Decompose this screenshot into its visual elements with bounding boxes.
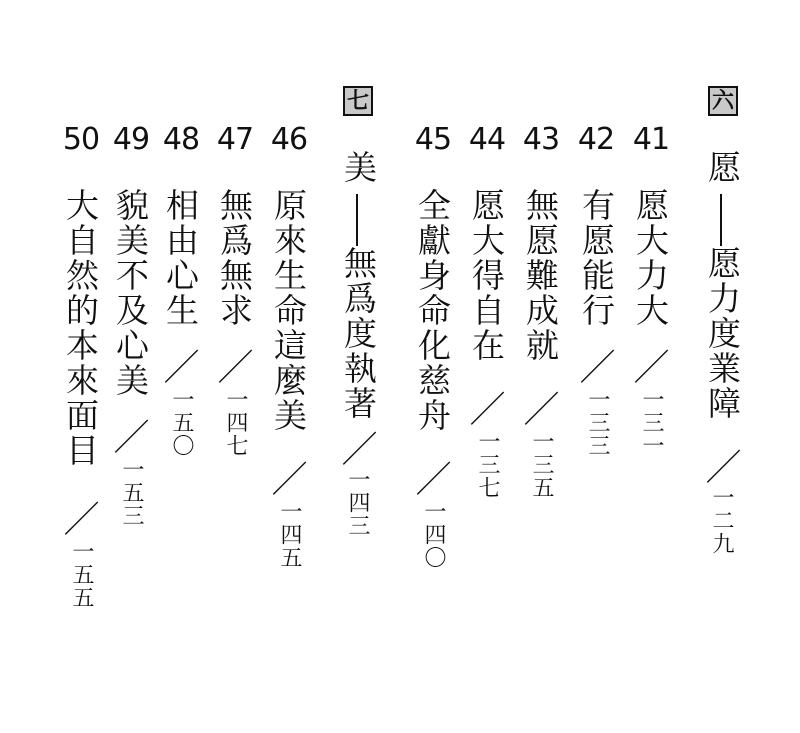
entry-separator: ／ (58, 500, 99, 536)
entry-page: 一五〇 (169, 388, 194, 457)
section-page-six: 一二九 (709, 486, 734, 555)
entry-number: 42 (577, 122, 615, 157)
section-title-six: 愿力度業障 (703, 246, 742, 421)
entry-title: 愿大力大 (631, 188, 670, 328)
entry-title: 全獻身命化慈舟 (413, 188, 452, 433)
section-head-seven: 美 (339, 150, 378, 185)
entry-number: 49 (112, 122, 150, 157)
entry-separator: ／ (518, 390, 559, 426)
entry-title: 大自然的本來面目 (61, 188, 100, 468)
entry-page: 一三五 (529, 430, 554, 499)
entry-title: 無愿難成就 (521, 188, 560, 363)
entry-number: 41 (632, 122, 670, 157)
entry-number: 47 (216, 122, 254, 157)
entry-page: 一四〇 (421, 500, 446, 569)
entry-page: 一三七 (475, 430, 500, 499)
entry-separator: ／ (266, 460, 307, 496)
section-title-seven: 無爲度執著 (339, 246, 378, 421)
entry-number: 44 (468, 122, 506, 157)
entry-number: 46 (270, 122, 308, 157)
entry-page: 一四五 (277, 500, 302, 569)
entry-title: 愿大得自在 (467, 188, 506, 363)
entry-number: 43 (522, 122, 560, 157)
entry-separator: ／ (464, 390, 505, 426)
section-dash-seven (356, 194, 358, 246)
section-marker-six: 六 (708, 86, 738, 116)
entry-separator: ／ (410, 460, 451, 496)
entry-title: 貌美不及心美 (111, 188, 150, 398)
entry-title: 有愿能行 (577, 188, 616, 328)
section-head-six: 愿 (703, 150, 742, 185)
entry-title: 無爲無求 (215, 188, 254, 328)
entry-page: 一四七 (223, 388, 248, 457)
section-page-seven: 一四三 (345, 468, 370, 537)
entry-page: 一三三 (585, 388, 610, 457)
section-dash-six (720, 194, 722, 246)
section-marker-seven: 七 (343, 86, 373, 116)
entry-page: 一三一 (639, 388, 664, 457)
entry-page: 一五五 (69, 540, 94, 609)
entry-number: 48 (162, 122, 200, 157)
entry-separator: ／ (574, 348, 615, 384)
separator-six: ／ (700, 448, 741, 484)
entry-title: 原來生命這麼美 (269, 188, 308, 433)
entry-page: 一五三 (119, 458, 144, 527)
entry-separator: ／ (158, 348, 199, 384)
entry-title: 相由心生 (161, 188, 200, 328)
separator-seven: ／ (336, 430, 377, 466)
entry-separator: ／ (628, 348, 669, 384)
entry-number: 50 (62, 122, 100, 157)
entry-separator: ／ (212, 348, 253, 384)
entry-separator: ／ (108, 418, 149, 454)
entry-number: 45 (414, 122, 452, 157)
